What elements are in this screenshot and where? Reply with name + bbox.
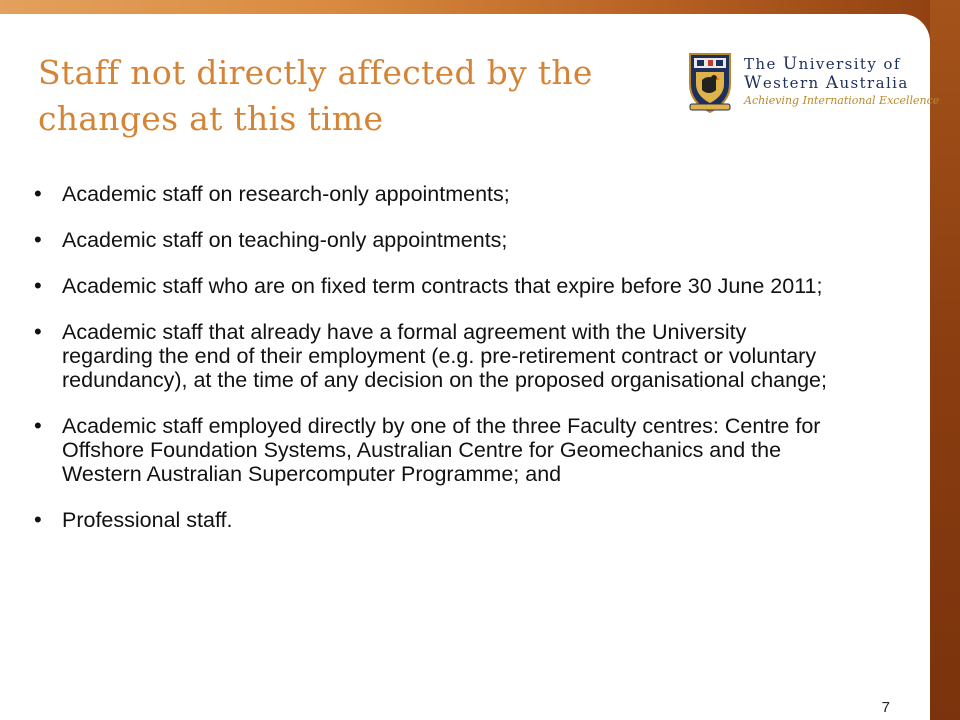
logo-line-2	[744, 74, 939, 93]
university-logo	[686, 42, 940, 122]
logo-wordmark	[744, 55, 939, 109]
page-number: 7	[881, 699, 890, 716]
list-item	[34, 228, 834, 252]
logo-cap-w: W	[744, 73, 763, 93]
logo-word-university-of: niversity of	[798, 55, 901, 73]
logo-cap-u: U	[782, 54, 799, 74]
logo-word-the: The	[744, 55, 783, 73]
slide-title: Staff not directly affected by the changes at this time	[38, 53, 593, 138]
list-item-text: Academic staff who are on fixed term contracts that expire before 30 June 2011;	[62, 274, 823, 298]
logo-line-1	[744, 55, 939, 74]
bullet-dot-icon: •	[34, 507, 42, 532]
university-crest-icon	[686, 50, 734, 114]
bullet-dot-icon: •	[34, 319, 42, 344]
list-item	[34, 508, 834, 532]
bullet-dot-icon: •	[34, 181, 42, 206]
content-panel	[0, 14, 940, 720]
list-item	[34, 414, 834, 486]
list-item-text: Academic staff on research-only appointments;	[62, 182, 510, 206]
list-item	[34, 320, 834, 392]
logo-cap-a: A	[825, 73, 840, 93]
logo-word-australia: ustralia	[839, 74, 909, 92]
logo-motto: Achieving International Excellence	[744, 94, 940, 107]
bullet-dot-icon: •	[34, 227, 42, 252]
list-item-text: Academic staff employed directly by one of the three Faculty centres: Centre for Offshore Foundation Systems, Australian Centre for Geomechanics and the Western Australian Supercomputer Programme; and	[62, 414, 821, 486]
bullet-dot-icon: •	[34, 413, 42, 438]
bullet-dot-icon: •	[34, 273, 42, 298]
list-item	[34, 274, 834, 298]
bullet-list	[34, 182, 834, 554]
list-item-text: Academic staff on teaching-only appointments;	[62, 228, 508, 252]
list-item-text: Academic staff that already have a formal agreement with the University regarding the end of their employment (e.g. pre-retirement contract or voluntary redundancy), at the time of any decision on the proposed organisational change;	[62, 320, 827, 392]
list-item	[34, 182, 834, 206]
logo-word-western: estern	[762, 74, 826, 92]
list-item-text: Professional staff.	[62, 508, 233, 532]
